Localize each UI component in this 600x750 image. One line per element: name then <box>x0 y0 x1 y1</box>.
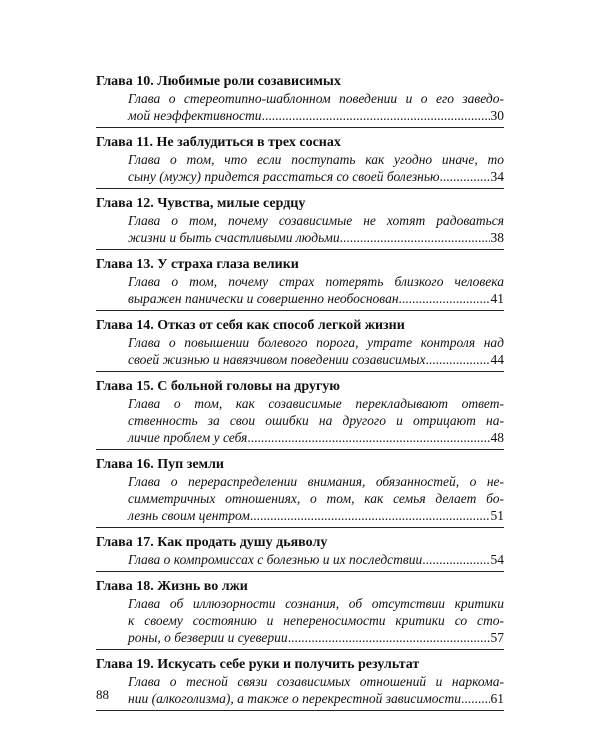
toc-page-number: 48 <box>490 430 504 445</box>
description-last-line: роны, о безверии и суеверии ..... 57 <box>128 629 504 646</box>
toc-page-number: 34 <box>490 169 504 184</box>
chapter-title: Глава 19. Искусать себе руки и получить результат <box>96 657 420 672</box>
dot-leader <box>250 507 490 524</box>
toc-entry <box>96 73 504 128</box>
divider <box>96 571 504 572</box>
toc-entry <box>96 317 504 372</box>
dot-leader <box>288 629 490 646</box>
divider <box>96 310 504 311</box>
chapter-title: Глава 10. Любимые роли созависимых <box>96 74 341 89</box>
chapter-title: Глава 16. Пуп земли <box>96 457 224 472</box>
toc-entry <box>96 578 504 650</box>
chapter-title: Глава 17. Как продать душу дьяволу <box>96 535 328 550</box>
description-line: ственность за свои ошибки на другого и отрицают на- <box>128 413 504 428</box>
description-last-line: мой неэффективности ..... 30 <box>128 107 504 124</box>
divider <box>96 249 504 250</box>
divider <box>96 371 504 372</box>
description-line: Глава о перераспределении внимания, обязанностей, о не- <box>128 474 504 489</box>
chapter-description <box>96 473 504 524</box>
toc-page-number: 54 <box>490 552 504 567</box>
page-number: 88 <box>96 687 109 702</box>
divider <box>96 710 504 711</box>
divider <box>96 188 504 189</box>
description-line: к своему состоянию и непереносимости критики со сто- <box>128 613 504 628</box>
toc-entry <box>96 656 504 711</box>
toc-entry <box>96 134 504 189</box>
description-line: Глава о том, что если поступать как угодно иначе, то <box>128 152 504 167</box>
divider <box>96 527 504 528</box>
description-last-line: лезнь своим центром ..... 51 <box>128 507 504 524</box>
dot-leader <box>247 429 489 446</box>
chapter-title: Глава 14. Отказ от себя как способ легкой жизни <box>96 318 405 333</box>
chapter-description <box>96 151 504 185</box>
chapter-description <box>96 334 504 368</box>
toc-entry <box>96 195 504 250</box>
chapter-description <box>96 212 504 246</box>
description-last-line: нии (алкоголизма), а также о перекрестной зависимости ..... 61 <box>128 690 504 707</box>
description-line: Глава о повышении болевого порога, утрате контроля над <box>128 335 504 350</box>
description-last-line: Глава о компромиссах с болезнью и их последствии ..... 54 <box>128 551 504 568</box>
chapter-title: Глава 11. Не заблудиться в трех соснах <box>96 135 341 150</box>
description-line: Глава о том, как созависимые перекладывают ответ- <box>128 396 504 411</box>
description-last-line: сыну (мужу) придется расстаться со своей болезнью ..... 34 <box>128 168 504 185</box>
description-line: симметричных отношениях, о том, как семья делает бо- <box>128 491 504 506</box>
toc-entry <box>96 256 504 311</box>
chapter-description <box>96 551 504 568</box>
description-last-line: жизни и быть счастливыми людьми ..... 38 <box>128 229 504 246</box>
chapter-description <box>96 673 504 707</box>
divider <box>96 127 504 128</box>
description-line: Глава об иллюзорности сознания, об отсутствии критики <box>128 596 504 611</box>
chapter-description <box>96 395 504 446</box>
toc-page-number: 61 <box>490 691 504 706</box>
chapter-title: Глава 18. Жизнь во лжи <box>96 579 248 594</box>
toc-page-number: 57 <box>490 630 504 645</box>
toc-page-number: 51 <box>490 508 504 523</box>
divider <box>96 649 504 650</box>
toc-page-number: 30 <box>490 108 504 123</box>
chapter-description <box>96 273 504 307</box>
description-last-line: своей жизнью и навязчивом поведении созависимых ..... 44 <box>128 351 504 368</box>
toc-page-number: 44 <box>490 352 504 367</box>
description-line: Глава о том, почему страх потерять близкого человека <box>128 274 504 289</box>
toc-entry <box>96 534 504 572</box>
description-last-line: выражен панически и совершенно необоснован ..... 41 <box>128 290 504 307</box>
toc-page-number: 41 <box>490 291 504 306</box>
toc-entry <box>96 456 504 528</box>
description-last-line: личие проблем у себя ..... 48 <box>128 429 504 446</box>
description-line: Глава о тесной связи созависимых отношений и наркома- <box>128 674 504 689</box>
description-line: Глава о стереотипно-шаблонном поведении и о его заведо- <box>128 91 504 106</box>
toc-entry <box>96 378 504 450</box>
table-of-contents <box>96 73 504 717</box>
toc-page-number: 38 <box>490 230 504 245</box>
dot-leader <box>461 690 490 707</box>
dot-leader <box>422 551 489 568</box>
divider <box>96 449 504 450</box>
dot-leader <box>440 168 490 185</box>
dot-leader <box>426 351 490 368</box>
description-line: Глава о том, почему созависимые не хотят радоваться <box>128 213 504 228</box>
chapter-description <box>96 595 504 646</box>
chapter-title: Глава 13. У страха глаза велики <box>96 257 299 272</box>
dot-leader <box>399 290 490 307</box>
dot-leader <box>262 107 490 124</box>
dot-leader <box>340 229 490 246</box>
chapter-description <box>96 90 504 124</box>
chapter-title: Глава 12. Чувства, милые сердцу <box>96 196 306 211</box>
chapter-title: Глава 15. С больной головы на другую <box>96 379 341 394</box>
